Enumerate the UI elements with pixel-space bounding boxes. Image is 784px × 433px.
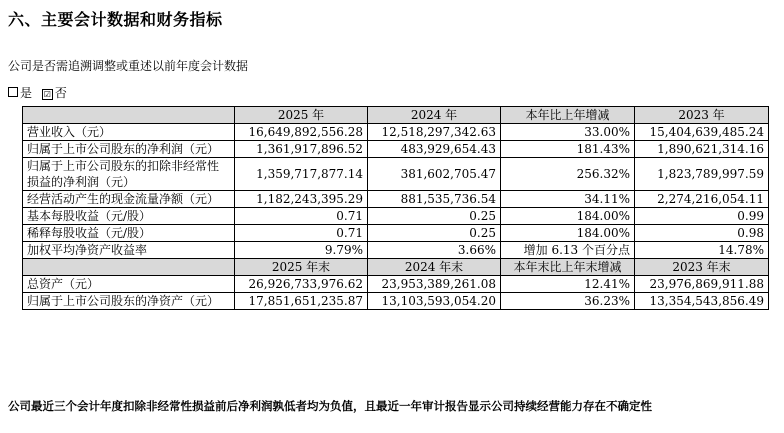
table-header-annual xyxy=(23,107,769,124)
table-cell: 34.11% xyxy=(501,191,635,208)
row-label: 归属于上市公司股东的净利润（元） xyxy=(23,141,235,158)
table-cell: 1,890,621,314.16 xyxy=(635,141,769,158)
column-header: 2023 年末 xyxy=(635,259,769,276)
table-row xyxy=(23,276,769,293)
table-cell: 16,649,892,556.28 xyxy=(235,124,368,141)
column-header: 本年末比上年末增减 xyxy=(501,259,635,276)
table-cell: 23,976,869,911.88 xyxy=(635,276,769,293)
column-header: 2024 年 xyxy=(368,107,501,124)
table-cell: 0.71 xyxy=(235,225,368,242)
checked-box-icon[interactable]: ☑ xyxy=(43,90,51,99)
unchecked-box-icon[interactable] xyxy=(8,87,18,97)
table-cell: 184.00% xyxy=(501,225,635,242)
table-row xyxy=(23,242,769,259)
row-label: 加权平均净资产收益率 xyxy=(23,242,235,259)
table-cell: 0.98 xyxy=(635,225,769,242)
table-cell: 12.41% xyxy=(501,276,635,293)
table-cell: 23,953,389,261.08 xyxy=(368,276,501,293)
row-label: 经营活动产生的现金流量净额（元） xyxy=(23,191,235,208)
column-header: 2024 年末 xyxy=(368,259,501,276)
table-cell: 12,518,297,342.63 xyxy=(368,124,501,141)
table-cell: 1,361,917,896.52 xyxy=(235,141,368,158)
table-cell: 17,851,651,235.87 xyxy=(235,293,368,310)
table-cell: 1,359,717,877.14 xyxy=(235,158,368,191)
row-label: 基本每股收益（元/股） xyxy=(23,208,235,225)
table-cell: 2,274,216,054.11 xyxy=(635,191,769,208)
restatement-options xyxy=(8,84,67,101)
column-header xyxy=(23,107,235,124)
option-yes-label: 是 xyxy=(20,86,33,100)
table-row xyxy=(23,208,769,225)
restatement-question: 公司是否需追溯调整或重述以前年度会计数据 xyxy=(8,59,249,73)
table-row xyxy=(23,191,769,208)
table-cell: 36.23% xyxy=(501,293,635,310)
table-cell: 881,535,736.54 xyxy=(368,191,501,208)
table-row xyxy=(23,124,769,141)
table-cell: 增加 6.13 个百分点 xyxy=(501,242,635,259)
option-no-label: 否 xyxy=(54,86,67,100)
table-cell: 1,823,789,997.59 xyxy=(635,158,769,191)
table-cell: 184.00% xyxy=(501,208,635,225)
row-label: 归属于上市公司股东的净资产（元） xyxy=(23,293,235,310)
going-concern-note: 公司最近三个会计年度扣除非经常性损益前后净利润孰低者均为负值，且最近一年审计报告显示公司持续经营能力存在不确定性 xyxy=(8,399,652,413)
table-cell: 26,926,733,976.62 xyxy=(235,276,368,293)
column-header: 2023 年 xyxy=(635,107,769,124)
column-header xyxy=(23,259,235,276)
column-header: 2025 年末 xyxy=(235,259,368,276)
table-cell: 13,354,543,856.49 xyxy=(635,293,769,310)
table-cell: 14.78% xyxy=(635,242,769,259)
row-label: 稀释每股收益（元/股） xyxy=(23,225,235,242)
table-cell: 13,103,593,054.20 xyxy=(368,293,501,310)
column-header: 2025 年 xyxy=(235,107,368,124)
table-cell: 33.00% xyxy=(501,124,635,141)
table-cell: 483,929,654.43 xyxy=(368,141,501,158)
table-cell: 9.79% xyxy=(235,242,368,259)
table-cell: 1,182,243,395.29 xyxy=(235,191,368,208)
row-label: 总资产（元） xyxy=(23,276,235,293)
table-row xyxy=(23,225,769,242)
table-row xyxy=(23,158,769,191)
key-financial-table xyxy=(22,106,769,310)
table-header-year-end xyxy=(23,259,769,276)
table-cell: 0.25 xyxy=(368,208,501,225)
table-cell: 0.25 xyxy=(368,225,501,242)
table-cell: 3.66% xyxy=(368,242,501,259)
table-row xyxy=(23,293,769,310)
section-heading: 六、主要会计数据和财务指标 xyxy=(8,10,223,29)
row-label: 营业收入（元） xyxy=(23,124,235,141)
table-cell: 181.43% xyxy=(501,141,635,158)
table-cell: 256.32% xyxy=(501,158,635,191)
table-cell: 15,404,639,485.24 xyxy=(635,124,769,141)
table-row xyxy=(23,141,769,158)
table-cell: 381,602,705.47 xyxy=(368,158,501,191)
table-cell: 0.71 xyxy=(235,208,368,225)
row-label: 归属于上市公司股东的扣除非经常性损益的净利润（元） xyxy=(23,158,235,191)
column-header: 本年比上年增减 xyxy=(501,107,635,124)
table-cell: 0.99 xyxy=(635,208,769,225)
